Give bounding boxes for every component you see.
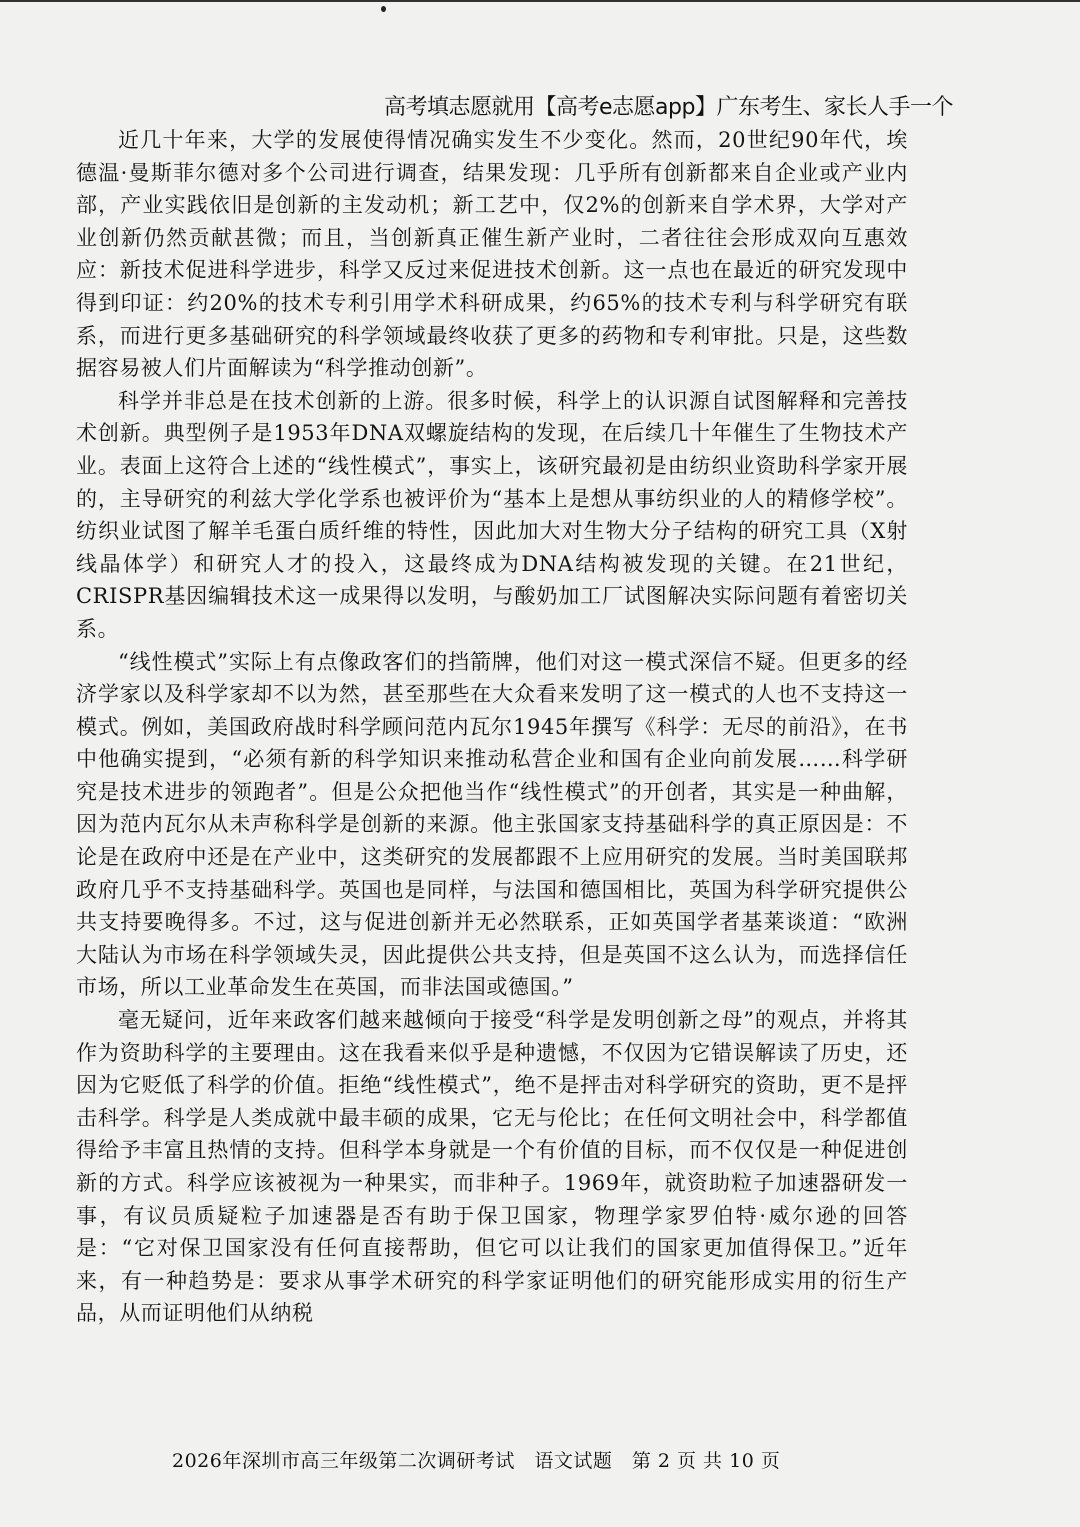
article-body (76, 124, 908, 1330)
page-top-edge (0, 0, 1080, 14)
paragraph-3: “线性模式”实际上有点像政客们的挡箭牌，他们对这一模式深信不疑。但更多的经济学家以及科学家却不以为然，甚至那些在大众看来发明了这一模式的人也不支持这一模式。例如，美国政府战时科学顾问范内瓦尔1945年撰写《科学：无尽的前沿》，在书中他确实提到，“必须有新的科学知识来推动私营企业和国有企业向前发展……科学研究是技术进步的领跑者”。但是公众把他当作“线性模式”的开创者，其实是一种曲解，因为范内瓦尔从未声称科学是创新的来源。他主张国家支持基础科学的真正原因是：不论是在政府中还是在产业中，这类研究的发展都跟不上应用研究的发展。当时美国联邦政府几乎不支持基础科学。英国也是同样，与法国和德国相比，英国为科学研究提供公共支持要晚得多。不过，这与促进创新并无必然联系，正如英国学者基莱谈道：“欧洲大陆认为市场在科学领域失灵，因此提供公共支持，但是英国不这么认为，而选择信任市场，所以工业革命发生在英国，而非法国或德国。” (76, 649, 908, 1000)
paragraph-2: 科学并非总是在技术创新的上游。很多时候，科学上的认识源自试图解释和完善技术创新。典型例子是1953年DNA双螺旋结构的发现，在后续几十年催生了生物技术产业。表面上这符合上述的“线性模式”，事实上，该研究最初是由纺织业资助科学家开展的，主导研究的利兹大学化学系也被评价为“基本上是想从事纺织业的人的精修学校”。纺织业试图了解羊毛蛋白质纤维的特性，因此加大对生物大分子结构的研究工具（X射线晶体学）和研究人才的投入，这最终成为DNA结构被发现的关键。在21世纪，CRISPR基因编辑技术这一成果得以发明，与酸奶加工厂试图解决实际问题有着密切关系。 (76, 388, 908, 641)
paragraph-4: 毫无疑问，近年来政客们越来越倾向于接受“科学是发明创新之母”的观点，并将其作为资助科学的主要理由。这在我看来似乎是种遗憾，不仅因为它错误解读了历史，还因为它贬低了科学的价值。拒绝“线性模式”，绝不是抨击对科学研究的资助，更不是抨击科学。科学是人类成就中最丰硕的成果，它无与伦比；在任何文明社会中，科学都值得给予丰富且热情的支持。但科学本身就是一个有价值的目标，而不仅仅是一种促进创新的方式。科学应该被视为一种果实，而非种子。1969年，就资助粒子加速器研发一事，有议员质疑粒子加速器是否有助于保卫国家，物理学家罗伯特·威尔逊的回答是：“它对保卫国家没有任何直接帮助，但它可以让我们的国家更加值得保卫。”近年来，有一种趋势是：要求从事学术研究的科学家证明他们的研究能形成实用的衍生产品，从而证明他们从纳税 (76, 1008, 908, 1326)
header-banner: 高考填志愿就用【高考e志愿app】广东考生、家长人手一个 (384, 95, 953, 120)
paragraph-1: 近几十年来，大学的发展使得情况确实发生不少变化。然而，20世纪90年代，埃德温·曼斯菲尔德对多个公司进行调查，结果发现：几乎所有创新都来自企业或产业内部，产业实践依旧是创新的主发动机；新工艺中，仅2%的创新来自学术界，大学对产业创新仍然贡献甚微；而且，当创新真正催生新产业时，二者往往会形成双向互惠效应：新技术促进科学进步，科学又反过来促进技术创新。这一点也在最近的研究发现中得到印证：约20%的技术专利引用学术科研成果，约65%的技术专利与科学研究有联系，而进行更多基础研究的科学领域最终收获了更多的药物和专利审批。只是，这些数据容易被人们片面解读为“科学推动创新”。 (76, 128, 908, 381)
page-footer: 2026年深圳市高三年级第二次调研考试 语文试题 第 2 页 共 10 页 (172, 1450, 781, 1472)
scan-speck (381, 6, 386, 12)
